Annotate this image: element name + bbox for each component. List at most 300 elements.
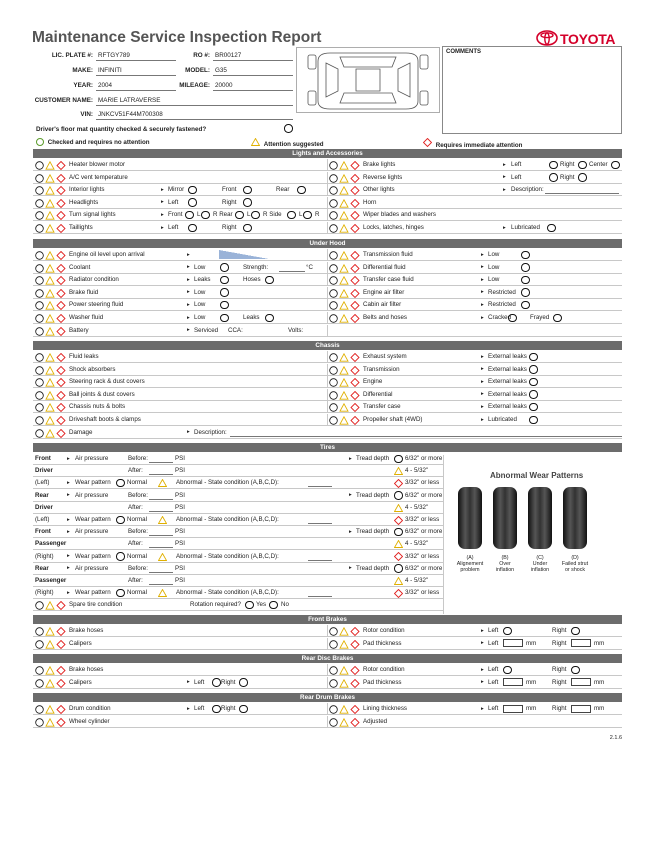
tire-position: Front: [35, 455, 51, 462]
plate-value[interactable]: RFTGY789: [98, 52, 130, 59]
option-label: PSI: [175, 577, 185, 584]
yellow-triangle-icon[interactable]: [394, 467, 403, 477]
item-label: Turn signal lights: [69, 211, 116, 219]
option-label: Right: [222, 198, 237, 206]
red-diamond-icon[interactable]: [394, 479, 403, 490]
option-circle[interactable]: [578, 161, 587, 170]
option-circle[interactable]: [239, 678, 248, 687]
item-label: Other lights: [363, 186, 395, 194]
status-icons[interactable]: [329, 314, 361, 323]
status-icons[interactable]: [35, 301, 67, 310]
option-circle[interactable]: [529, 403, 538, 412]
arrow-icon: ▸: [187, 314, 190, 321]
status-icons[interactable]: [35, 416, 67, 425]
mileage-label: MILEAGE:: [179, 82, 210, 89]
red-diamond-icon[interactable]: [394, 516, 403, 527]
option-label: Left: [168, 198, 179, 206]
status-icons[interactable]: [329, 640, 361, 649]
item-label: Chassis nuts & bolts: [69, 403, 126, 411]
status-icons[interactable]: [329, 627, 361, 636]
item-label: Power steering fluid: [69, 301, 124, 309]
option-label: Serviced: [194, 326, 219, 334]
option-circle[interactable]: [549, 161, 558, 170]
option-circle[interactable]: [529, 378, 538, 387]
toyota-emblem-icon: [536, 30, 558, 46]
vin-value[interactable]: JNKCV51F44M700308: [98, 111, 163, 118]
option-circle[interactable]: [394, 564, 403, 573]
arrow-icon: ▸: [481, 264, 484, 271]
arrow-icon: ▸: [481, 366, 484, 373]
item-label: Transmission fluid: [363, 251, 413, 258]
arrow-icon: ▸: [161, 186, 164, 193]
tire-position: (Left): [35, 516, 50, 523]
tire-position: (Right): [35, 589, 54, 597]
arrow-icon: ▸: [481, 403, 484, 410]
option-label: Before:: [128, 455, 148, 462]
table-row: [33, 389, 622, 401]
status-icons[interactable]: [329, 301, 361, 310]
model-value[interactable]: G35: [215, 67, 227, 74]
option-label: PSI: [175, 503, 185, 511]
status-icons[interactable]: [35, 174, 67, 183]
option-circle[interactable]: [571, 627, 580, 636]
red-diamond-icon[interactable]: [394, 589, 403, 600]
status-icons[interactable]: [329, 186, 361, 195]
measure-box[interactable]: [571, 705, 591, 713]
arrow-icon: ▸: [161, 211, 164, 218]
option-label: Left: [511, 161, 522, 168]
make-value[interactable]: INFINITI: [98, 67, 122, 74]
yellow-triangle-icon[interactable]: [394, 540, 403, 550]
option-label: Right: [560, 161, 575, 168]
item-label: Transfer case: [363, 403, 401, 411]
option-circle[interactable]: [521, 288, 530, 297]
item-label: Fluid leaks: [69, 353, 99, 360]
option-circle[interactable]: [503, 666, 512, 675]
table-row: [33, 677, 622, 689]
status-icons[interactable]: [35, 403, 67, 412]
arrow-icon: ▸: [187, 429, 190, 436]
option-label: PSI: [175, 467, 185, 475]
status-icons[interactable]: [329, 403, 361, 412]
table-row: [33, 274, 622, 286]
option-circle[interactable]: [547, 224, 556, 233]
option-label: Left: [194, 705, 205, 712]
comments-box[interactable]: [442, 46, 622, 134]
option-circle[interactable]: [220, 301, 229, 310]
option-circle[interactable]: [243, 224, 252, 233]
tire-position: Rear: [35, 564, 49, 572]
status-icons[interactable]: [35, 679, 67, 688]
option-circle[interactable]: [269, 601, 278, 610]
option-circle[interactable]: [245, 601, 254, 610]
option-circle[interactable]: [251, 211, 260, 220]
option-circle[interactable]: [220, 314, 229, 323]
arrow-icon: ▸: [187, 289, 190, 296]
option-circle[interactable]: [521, 301, 530, 310]
option-label: Abnormal - State condition (A,B,C,D):: [176, 589, 279, 597]
option-label: 3/32" or less: [405, 589, 440, 597]
option-circle[interactable]: [529, 365, 538, 374]
option-circle[interactable]: [394, 491, 403, 500]
tire-row: [33, 551, 443, 563]
arrow-icon: ▸: [349, 492, 352, 499]
option-label: 4 - 5/32": [405, 577, 429, 584]
tire-row: [33, 453, 443, 465]
item-label: Exhaust system: [363, 353, 407, 360]
option-label: Wear pattern: [75, 552, 111, 560]
measure-box[interactable]: [571, 639, 591, 647]
option-label: 6/32" or more: [405, 491, 443, 499]
table-row: [33, 159, 622, 171]
option-label: L: [299, 211, 303, 219]
status-icons[interactable]: [35, 391, 67, 400]
table-row: [33, 638, 622, 650]
option-label: 6/32" or more: [405, 528, 443, 536]
status-icons[interactable]: [329, 276, 361, 285]
status-icons[interactable]: [329, 174, 361, 183]
option-circle[interactable]: [529, 353, 538, 362]
table-row: [33, 184, 622, 196]
option-circle[interactable]: [521, 276, 530, 285]
item-label: Pad thickness: [363, 678, 402, 686]
arrow-icon: ▸: [481, 705, 484, 712]
item-label: Brake fluid: [69, 288, 99, 296]
item-label: Cabin air filter: [363, 301, 402, 309]
option-label: mm: [594, 678, 605, 686]
status-icons[interactable]: [329, 251, 361, 260]
comments-label: COMMENTS: [446, 49, 481, 55]
arrow-icon: ▸: [481, 353, 484, 360]
yellow-triangle-icon[interactable]: [158, 479, 167, 489]
item-label: Locks, latches, hinges: [363, 224, 424, 231]
yellow-triangle-icon[interactable]: [394, 577, 403, 587]
status-icons[interactable]: [35, 264, 67, 273]
measure-box[interactable]: [503, 678, 523, 686]
status-icons[interactable]: [35, 666, 67, 675]
status-icons[interactable]: [35, 251, 67, 260]
option-label: Right: [560, 173, 575, 181]
item-label: Engine air filter: [363, 288, 405, 296]
option-label: Left: [488, 627, 499, 634]
tire-row: [33, 526, 443, 538]
legend-red: Requires immediate attention: [423, 138, 522, 149]
table-row: [33, 401, 622, 413]
item-label: Horn: [363, 198, 377, 206]
option-circle[interactable]: [265, 314, 274, 323]
item-label: Rotor condition: [363, 666, 405, 673]
option-label: Low: [488, 276, 500, 284]
item-label: Adjusted: [363, 717, 388, 725]
item-label: Differential: [363, 390, 393, 398]
option-circle[interactable]: [508, 314, 517, 323]
option-circle[interactable]: [220, 288, 229, 297]
option-label: Front: [222, 186, 237, 194]
arrow-icon: ▸: [481, 679, 484, 686]
status-icons[interactable]: [329, 705, 361, 714]
option-circle[interactable]: [185, 211, 194, 220]
option-label: Low: [194, 263, 206, 271]
arrow-icon: ▸: [67, 589, 70, 596]
option-circle[interactable]: [529, 416, 538, 425]
tire-position: (Left): [35, 479, 50, 487]
yellow-triangle-icon[interactable]: [158, 553, 167, 563]
status-icons[interactable]: [35, 378, 67, 387]
option-label: PSI: [175, 491, 185, 499]
option-circle[interactable]: [611, 161, 620, 170]
yellow-triangle-icon[interactable]: [158, 589, 167, 599]
option-label: Before:: [128, 528, 148, 536]
option-label: Air pressure: [75, 491, 109, 499]
status-icons[interactable]: [329, 211, 361, 220]
option-label: Restricted: [488, 301, 516, 309]
status-icons[interactable]: [35, 186, 67, 195]
option-circle[interactable]: [212, 678, 221, 687]
measure-box[interactable]: [571, 678, 591, 686]
tire-row: [33, 538, 443, 550]
option-label: Right: [221, 705, 236, 712]
arrow-icon: ▸: [67, 565, 70, 572]
year-value[interactable]: 2004: [98, 82, 113, 89]
status-icons[interactable]: [35, 161, 67, 170]
option-label: Abnormal - State condition (A,B,C,D):: [176, 516, 279, 523]
option-circle[interactable]: [243, 198, 252, 207]
tire-position: Passenger: [35, 577, 67, 584]
option-label: Normal: [127, 479, 147, 487]
status-icons[interactable]: [329, 224, 361, 233]
option-label: Rotation required?: [190, 601, 241, 609]
arrow-icon: ▸: [67, 479, 70, 486]
item-label: Wheel cylinder: [69, 717, 110, 725]
section-tires: Tires: [33, 443, 622, 452]
option-circle[interactable]: [287, 211, 296, 220]
yellow-triangle-icon[interactable]: [394, 504, 403, 514]
option-label: Left: [488, 705, 499, 712]
status-icons[interactable]: [329, 718, 361, 727]
ro-value[interactable]: BR00127: [215, 52, 242, 59]
item-label: Driveshaft boots & clamps: [69, 416, 141, 423]
status-icons[interactable]: [35, 276, 67, 285]
option-label: Low: [194, 301, 206, 309]
option-circle[interactable]: [212, 705, 221, 714]
status-icons[interactable]: [329, 679, 361, 688]
option-label: Air pressure: [75, 455, 109, 462]
table-row: [33, 312, 622, 324]
option-circle[interactable]: [116, 516, 125, 525]
tire-position: Rear: [35, 491, 49, 499]
option-label: Rear: [276, 186, 290, 194]
status-icons[interactable]: [35, 705, 67, 714]
option-circle[interactable]: [220, 263, 229, 272]
option-circle[interactable]: [265, 276, 274, 285]
option-label: CCA:: [228, 326, 243, 334]
option-label: mm: [526, 639, 537, 647]
status-icons[interactable]: [35, 314, 67, 323]
option-circle[interactable]: [578, 173, 587, 182]
option-circle[interactable]: [297, 186, 306, 195]
yellow-triangle-icon[interactable]: [158, 516, 167, 526]
tire-row: [33, 563, 443, 575]
status-icons[interactable]: [35, 289, 67, 298]
option-circle[interactable]: [394, 455, 403, 464]
option-label: Wear pattern: [75, 479, 111, 487]
arrow-icon: ▸: [481, 666, 484, 673]
table-row: [33, 364, 622, 376]
vin-label: VIN:: [80, 111, 93, 118]
status-icons[interactable]: [329, 391, 361, 400]
arrow-icon: ▸: [187, 276, 190, 283]
option-circle[interactable]: [303, 211, 312, 220]
option-circle[interactable]: [549, 173, 558, 182]
table-row: [33, 427, 622, 439]
measure-box[interactable]: [503, 705, 523, 713]
option-circle[interactable]: [521, 263, 530, 272]
status-icons[interactable]: [329, 264, 361, 273]
make-label: MAKE:: [72, 67, 93, 74]
option-label: Left: [488, 678, 499, 686]
wear-caption: (A) Alignement problem: [456, 555, 484, 573]
option-circle[interactable]: [116, 589, 125, 598]
status-icons[interactable]: [329, 366, 361, 375]
green-circle-icon: [36, 138, 44, 146]
table-row: [33, 664, 622, 676]
red-diamond-icon[interactable]: [394, 552, 403, 563]
measure-box[interactable]: [503, 639, 523, 647]
option-label: PSI: [175, 528, 185, 536]
option-circle[interactable]: [529, 390, 538, 399]
tire-row: [33, 502, 443, 514]
oil-level-gauge[interactable]: [219, 250, 269, 259]
option-circle[interactable]: [503, 627, 512, 636]
item-label: Taillights: [69, 224, 93, 231]
option-circle[interactable]: [243, 186, 252, 195]
vehicle-diagram[interactable]: [296, 47, 440, 113]
option-label: External leaks: [488, 378, 527, 386]
wear-patterns-title: Abnormal Wear Patterns: [490, 471, 584, 480]
option-label: Cracked: [488, 314, 512, 321]
status-icons[interactable]: [35, 353, 67, 362]
option-label: Abnormal - State condition (A,B,C,D):: [176, 552, 279, 560]
option-label: 6/32" or more: [405, 564, 443, 572]
arrow-icon: ▸: [187, 705, 190, 712]
status-icons[interactable]: [35, 366, 67, 375]
option-circle[interactable]: [553, 314, 562, 323]
option-label: Volts:: [288, 326, 304, 334]
option-label: Normal: [127, 516, 147, 523]
option-label: 4 - 5/32": [405, 503, 429, 511]
table-row: [33, 625, 622, 637]
tire-position: Driver: [35, 467, 53, 475]
status-icons[interactable]: [35, 224, 67, 233]
legend-yellow: Attention suggested: [251, 138, 324, 148]
tire-position: Passenger: [35, 540, 67, 548]
floor-mat-check[interactable]: [284, 124, 293, 133]
option-label: mm: [594, 705, 605, 712]
table-row: [33, 716, 622, 728]
table-row: [33, 299, 622, 311]
status-icons[interactable]: [35, 429, 67, 438]
option-label: L: [197, 211, 201, 219]
option-label: Right: [552, 678, 567, 686]
option-label: Frayed: [530, 314, 550, 321]
abnormal-wear-panel: [443, 455, 622, 614]
option-label: mm: [526, 705, 537, 712]
status-icons[interactable]: [35, 199, 67, 208]
item-label: Differential fluid: [363, 263, 406, 271]
status-icons[interactable]: [35, 211, 67, 220]
option-circle[interactable]: [188, 224, 197, 233]
table-row: [33, 249, 622, 261]
option-label: Description:: [194, 428, 227, 436]
option-circle[interactable]: [571, 666, 580, 675]
option-label: 3/32" or less: [405, 552, 440, 560]
option-circle[interactable]: [394, 528, 403, 537]
status-icons[interactable]: [35, 327, 67, 336]
status-icons[interactable]: [329, 161, 361, 170]
option-circle[interactable]: [220, 276, 229, 285]
option-circle[interactable]: [201, 211, 210, 220]
option-label: Right: [221, 678, 236, 686]
status-icons[interactable]: [35, 601, 67, 610]
item-label: Brake hoses: [69, 627, 104, 634]
tire-position: (Right): [35, 552, 54, 560]
status-icons[interactable]: [35, 640, 67, 649]
status-icons[interactable]: [329, 416, 361, 425]
table-row: [33, 376, 622, 388]
status-icons[interactable]: [35, 718, 67, 727]
customer-value[interactable]: MARIE LATRAVERSE: [98, 97, 161, 104]
option-circle[interactable]: [521, 251, 530, 260]
option-circle[interactable]: [235, 211, 244, 220]
option-circle[interactable]: [239, 705, 248, 714]
option-circle[interactable]: [188, 186, 197, 195]
option-label: 4 - 5/32": [405, 540, 429, 548]
item-label: Calipers: [69, 639, 92, 647]
status-icons[interactable]: [329, 199, 361, 208]
option-label: Tread depth: [356, 564, 390, 572]
arrow-icon: ▸: [187, 264, 190, 271]
option-label: External leaks: [488, 365, 527, 373]
status-icons[interactable]: [329, 289, 361, 298]
item-label: Radiator condition: [69, 276, 119, 284]
option-circle[interactable]: [116, 479, 125, 488]
arrow-icon: ▸: [67, 455, 70, 462]
option-label: R: [315, 211, 320, 219]
status-icons[interactable]: [329, 353, 361, 362]
item-label: Rotor condition: [363, 627, 405, 634]
option-label: Right: [222, 224, 237, 231]
arrow-icon: ▸: [67, 516, 70, 523]
arrow-icon: ▸: [67, 553, 70, 560]
option-label: External leaks: [488, 403, 527, 411]
option-label: Front: [168, 211, 183, 219]
option-circle[interactable]: [116, 552, 125, 561]
option-circle[interactable]: [188, 198, 197, 207]
item-label: Brake lights: [363, 161, 396, 168]
option-label: Before:: [128, 564, 148, 572]
status-icons[interactable]: [329, 666, 361, 675]
model-label: MODEL:: [185, 67, 210, 74]
status-icons[interactable]: [35, 627, 67, 636]
arrow-icon: ▸: [187, 301, 190, 308]
option-label: R Rear: [213, 211, 233, 219]
mileage-value[interactable]: 20000: [215, 82, 233, 89]
arrow-icon: ▸: [481, 391, 484, 398]
status-icons[interactable]: [329, 378, 361, 387]
spare-tire-row: [33, 599, 443, 611]
item-label: Calipers: [69, 678, 92, 686]
tire-row: [33, 477, 443, 489]
